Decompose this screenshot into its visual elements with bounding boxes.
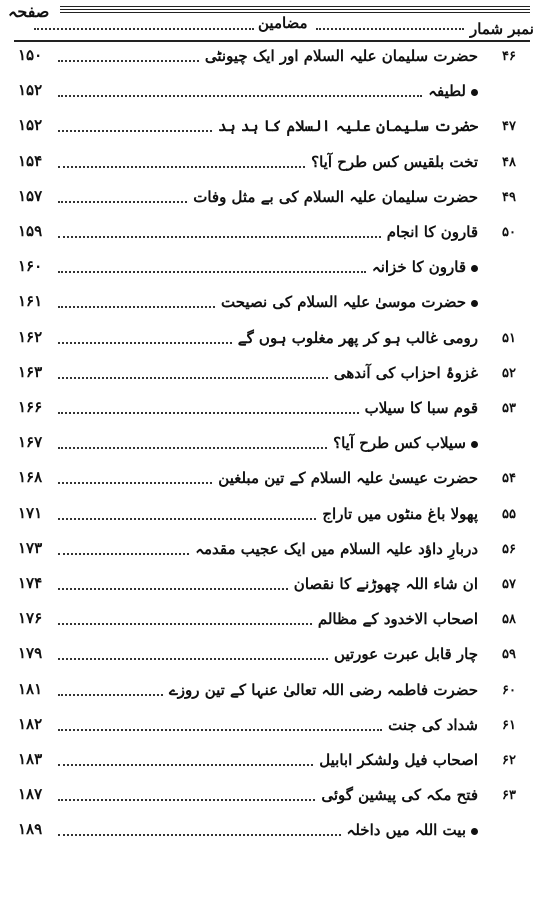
- dot-leader: [58, 694, 163, 696]
- entry-title-text: فتح مکہ کی پیشین گوئی: [321, 786, 478, 805]
- entry-page-number: ۱۶۰: [18, 257, 43, 276]
- dot-leader: [58, 447, 327, 449]
- entry-serial-number: ۵۸: [502, 612, 516, 628]
- dot-leader: [58, 729, 382, 731]
- entry-serial-number: ۵۳: [502, 401, 516, 416]
- entry-serial-number: ۵۶: [502, 541, 516, 557]
- entry-title-text: رومی غالب ہو کر پھر مغلوب ہوں گے: [237, 328, 478, 347]
- toc-entry[interactable]: [0, 502, 538, 530]
- entry-page-number: ۱۵۲: [18, 81, 43, 100]
- toc-header: [0, 0, 538, 44]
- toc-entry[interactable]: [0, 431, 538, 459]
- toc-entry[interactable]: [0, 466, 538, 494]
- entry-serial-number: ۶۱: [502, 717, 516, 733]
- toc-entry[interactable]: [0, 326, 538, 354]
- dot-leader: [58, 482, 212, 484]
- toc-entry[interactable]: [0, 713, 538, 741]
- header-divider: [14, 40, 530, 42]
- entry-title: [428, 82, 478, 100]
- dot-leader: [58, 271, 366, 273]
- dot-leader: [58, 166, 305, 168]
- entry-page-number: ۱۷۳: [18, 538, 43, 557]
- entry-title-text: حضرت سلیمان علیہ السلام اور ایک چیونٹی: [204, 47, 478, 65]
- entry-title-text: تخت بلقیس کس طرح آیا؟: [311, 152, 478, 171]
- toc-entry[interactable]: [0, 220, 538, 248]
- toc-entry[interactable]: [0, 79, 538, 107]
- header-dot-leader-right: [316, 28, 464, 30]
- entry-title-text: غزوۂ احزاب کی آندھی: [333, 363, 478, 382]
- entry-title-text: حضرت موسیٰ علیہ السلام کی نصیحت: [221, 293, 466, 312]
- entry-title: [193, 188, 478, 206]
- dot-leader: [58, 799, 315, 801]
- entry-title: [318, 610, 478, 628]
- entry-title: [218, 469, 478, 487]
- bullet-icon: [471, 300, 478, 307]
- entry-serial-number: ۶۳: [502, 788, 516, 804]
- entry-page-number: ۱۵۰: [18, 46, 43, 64]
- page-column-heading: صفحہ: [8, 2, 50, 21]
- dot-leader: [58, 588, 288, 590]
- dot-leader: [58, 412, 359, 414]
- entry-serial-number: ۵۹: [502, 647, 516, 663]
- entry-title-text: حضرت فاطمہ رضی اللہ تعالیٰ عنہا کے تین روزے: [168, 680, 478, 699]
- entry-title: [319, 751, 478, 769]
- dot-leader: [58, 130, 212, 132]
- entry-serial-number: ۴۷: [502, 119, 516, 135]
- entry-title: [333, 434, 478, 452]
- entry-title: [347, 821, 478, 839]
- entry-serial-number: ۵۵: [502, 506, 516, 522]
- entry-serial-number: ۵۲: [502, 365, 516, 381]
- toc-entry[interactable]: [0, 150, 538, 178]
- entry-page-number: ۱۷۹: [18, 644, 43, 663]
- toc-entry[interactable]: [0, 44, 538, 72]
- entry-title-text: شداد کی جنت: [388, 715, 478, 734]
- entry-title-text: چار قابل عبرت عورتیں: [334, 645, 478, 664]
- entry-title: [195, 540, 478, 558]
- toc-entry[interactable]: [0, 678, 538, 706]
- entry-serial-number: ۵۱: [502, 330, 516, 346]
- entry-title: [238, 329, 478, 347]
- dot-leader: [58, 377, 328, 379]
- bullet-icon: [471, 265, 478, 272]
- entry-title: [169, 681, 478, 699]
- entry-title-text: اصحاب الاخدود کے مظالم: [317, 610, 478, 629]
- entry-page-number: ۱۶۲: [18, 327, 43, 346]
- entry-title: [372, 258, 478, 276]
- entry-title: [294, 575, 478, 593]
- entry-page-number: ۱۵۲: [18, 116, 43, 135]
- entry-title-text: حضرت سلیمان علیہ السلام کی بے مثل وفات: [193, 187, 478, 206]
- entry-page-number: ۱۷۴: [18, 574, 43, 592]
- entry-page-number: ۱۷۶: [18, 609, 43, 628]
- dot-leader: [58, 553, 189, 555]
- entry-page-number: ۱۵۹: [18, 222, 43, 240]
- entry-page-number: ۱۷۱: [18, 503, 43, 522]
- dot-leader: [58, 236, 381, 238]
- dot-leader: [58, 306, 215, 308]
- toc-entry[interactable]: [0, 818, 538, 846]
- entry-title-text: پھولا باغ منٹوں میں تاراج: [322, 504, 478, 523]
- entry-page-number: ۱۸۹: [18, 820, 43, 839]
- number-column-heading: نمبر شمار: [470, 20, 534, 38]
- dot-leader: [58, 95, 422, 97]
- toc-entry[interactable]: [0, 290, 538, 318]
- entry-serial-number: ۵۴: [502, 471, 516, 487]
- entry-title-text: حضرت سلیمان علیہ السلام کا ہد ہد: [218, 117, 478, 136]
- bullet-icon: [471, 828, 478, 835]
- entry-page-number: ۱۸۱: [18, 679, 43, 698]
- topics-column-heading: مضامین: [258, 14, 308, 32]
- toc-entry[interactable]: [0, 185, 538, 213]
- toc-entry[interactable]: [0, 396, 538, 424]
- entry-title-text: بیت اللہ میں داخلہ: [346, 821, 466, 840]
- entry-title: [388, 716, 478, 734]
- toc-entry[interactable]: [0, 642, 538, 670]
- entry-title-text: قارون کا خزانہ: [371, 258, 466, 277]
- toc-entry[interactable]: [0, 748, 538, 776]
- entry-title: [218, 117, 478, 135]
- entry-page-number: ۱۵۴: [18, 151, 43, 170]
- dot-leader: [58, 201, 187, 203]
- dot-leader: [58, 834, 341, 836]
- bullet-icon: [471, 441, 478, 448]
- header-dot-leader-left: [34, 28, 254, 30]
- entry-page-number: ۱۶۷: [18, 433, 43, 452]
- entry-title-text: حضرت عیسیٰ علیہ السلام کے تین مبلغین: [218, 469, 478, 488]
- entry-title: [334, 364, 478, 382]
- entry-title-text: لطیفہ: [428, 82, 466, 101]
- entry-title: [221, 293, 478, 311]
- toc-entry[interactable]: [0, 114, 538, 142]
- entry-title-text: سیلاب کس طرح آیا؟: [333, 434, 466, 453]
- entry-serial-number: ۵۰: [502, 225, 516, 240]
- toc-entry[interactable]: [0, 607, 538, 635]
- toc-entry[interactable]: [0, 783, 538, 811]
- dot-leader: [58, 623, 312, 625]
- entry-page-number: ۱۵۷: [18, 186, 43, 205]
- entry-title: [321, 786, 478, 804]
- entry-page-number: ۱۶۶: [18, 398, 43, 416]
- entry-title: [387, 223, 478, 241]
- toc-entry[interactable]: [0, 537, 538, 565]
- entry-title-text: دربارِ داؤد علیہ السلام میں ایک عجیب مقدمہ: [195, 539, 478, 558]
- entry-title-text: ان شاء اللہ چھوڑنے کا نقصان: [293, 575, 478, 593]
- entry-serial-number: ۶۰: [502, 682, 516, 698]
- entry-title: [334, 645, 478, 663]
- dot-leader: [58, 518, 316, 520]
- entry-serial-number: ۴۸: [502, 154, 516, 170]
- entry-serial-number: ۴۶: [502, 49, 516, 64]
- entry-title: [205, 47, 478, 65]
- entry-serial-number: ۵۷: [502, 577, 516, 592]
- entry-page-number: ۱۸۲: [18, 714, 43, 733]
- entry-title-text: قارون کا انجام: [386, 223, 478, 241]
- entry-page-number: ۱۶۸: [18, 468, 43, 487]
- dot-leader: [58, 764, 313, 766]
- entry-page-number: ۱۸۷: [18, 785, 43, 804]
- entry-title: [365, 399, 478, 417]
- toc-entry[interactable]: [0, 572, 538, 600]
- dot-leader: [58, 60, 199, 62]
- entry-title-text: قوم سبا کا سیلاب: [364, 399, 478, 417]
- entry-title-text: اصحاب فیل ولشکر ابابیل: [319, 751, 478, 769]
- dot-leader: [58, 342, 232, 344]
- entry-serial-number: ۴۹: [502, 189, 516, 205]
- entry-title: [311, 153, 478, 171]
- bullet-icon: [471, 89, 478, 96]
- entry-page-number: ۱۶۳: [18, 362, 43, 381]
- entry-page-number: ۱۸۳: [18, 750, 43, 768]
- entry-page-number: ۱۶۱: [18, 292, 43, 311]
- toc-entry[interactable]: [0, 361, 538, 389]
- dot-leader: [58, 658, 328, 660]
- entry-serial-number: ۶۲: [502, 753, 516, 768]
- toc-entry[interactable]: [0, 255, 538, 283]
- entry-title: [322, 505, 478, 523]
